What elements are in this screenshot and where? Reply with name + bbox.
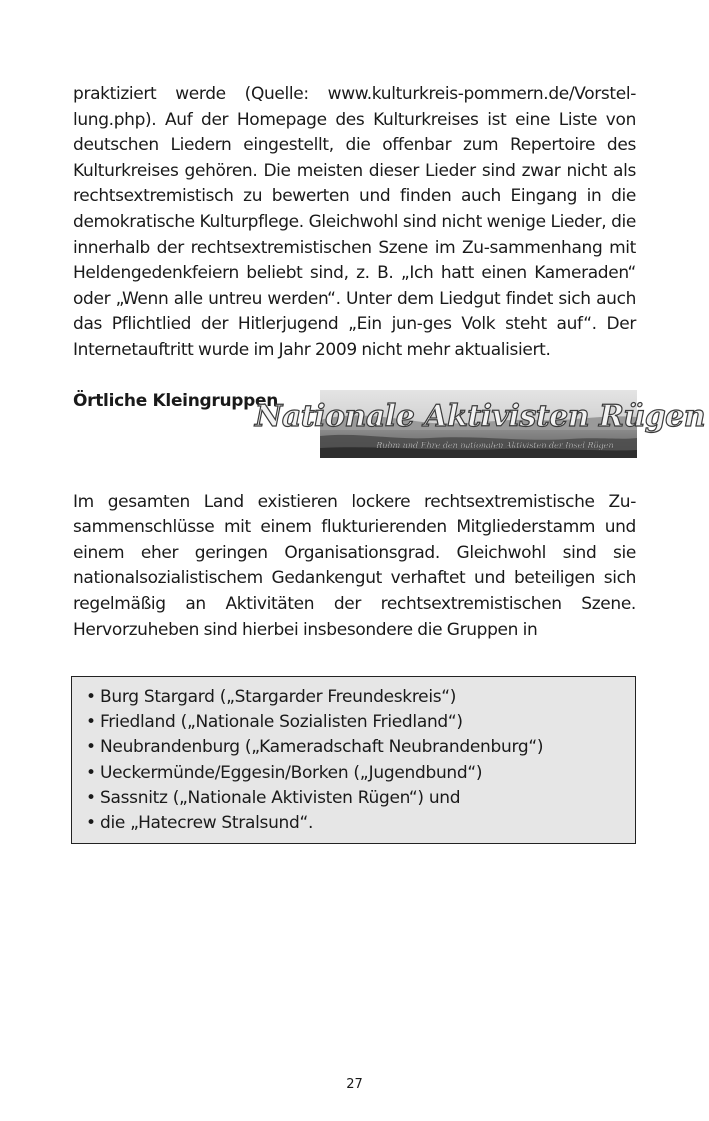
group-label: Ueckermünde/Eggesin/Borken („Jugendbund“) — [100, 762, 483, 783]
bullet-icon: • — [86, 813, 96, 834]
list-item — [86, 811, 635, 836]
groups-list — [86, 685, 635, 836]
section-header-row — [73, 390, 706, 490]
list-item — [86, 761, 635, 786]
list-item — [86, 735, 635, 760]
bullet-icon: • — [86, 787, 96, 808]
bullet-icon: • — [86, 687, 96, 707]
page-number: 27 — [346, 1077, 363, 1092]
banner-title: Nationale Aktivisten Rügen — [254, 398, 706, 434]
page-body — [73, 82, 706, 834]
group-label: Friedland („Nationale Sozialisten Friedland“) — [100, 712, 463, 733]
list-item — [86, 710, 635, 735]
body-paragraph-2: Im gesamten Land existieren lockere rechtsextremistische Zu-sammenschlüsse mit einem flukturierenden Mitgliederstamm und einem eher geringen Organisationsgrad. Gleichwohl sind sie nationalsozialistischem Gedankengut verhaftet und beteiligen sich regelmäßig an Aktivitäten der rechtsextremistischen Szene. Hervorzuheben sind hierbei insbesondere die Gruppen in — [73, 491, 636, 640]
list-item — [86, 786, 635, 811]
group-label: Neubrandenburg („Kameradschaft Neubrandenburg“) — [100, 737, 544, 758]
body-paragraph-1: praktiziert werde (Quelle: www.kulturkreis-pommern.de/Vorstel-lung.php). Auf der Homepage des Kulturkreises ist eine Liste von deutschen Liedern eingestellt, die offenbar zum Repertoire des Kulturkreises gehören. Die meisten dieser Lieder sind zwar nicht als rechtsextremistisch zu bewerten und finden auch Eingang in die demokratische Kulturpflege. Gleichwohl sind nicht wenige Lieder, die innerhalb der rechtsextremistischen Szene im Zu-sammenhang mit Heldengedenkfeiern beliebt sind, z. B. „Ich hatt einen Kameraden“ oder „Wenn alle untreu werden“. Unter dem Liedgut findet sich auch das Pflichtlied der Hitlerjugend „Ein jun-ges Volk steht auf“. Der Internetauftritt wurde im Jahr 2009 nicht mehr aktualisiert. — [73, 84, 636, 360]
group-label: die „Hatecrew Stralsund“. — [100, 813, 314, 834]
bullet-icon: • — [86, 712, 96, 733]
banner-image — [254, 390, 706, 458]
list-item — [86, 685, 635, 710]
banner-subtitle: Ruhm und Ehre den nationalen Aktivisten der Insel Rügen — [376, 440, 614, 450]
section-heading: Örtliche Kleingruppen — [73, 390, 279, 411]
bullet-icon: • — [86, 737, 96, 758]
groups-box — [71, 676, 636, 844]
nationale-aktivisten-ruegen-banner — [254, 390, 706, 458]
group-label: Burg Stargard („Stargarder Freundeskreis“) — [100, 687, 457, 707]
bullet-icon: • — [86, 762, 96, 783]
group-label: Sassnitz („Nationale Aktivisten Rügen“) und — [100, 787, 461, 808]
